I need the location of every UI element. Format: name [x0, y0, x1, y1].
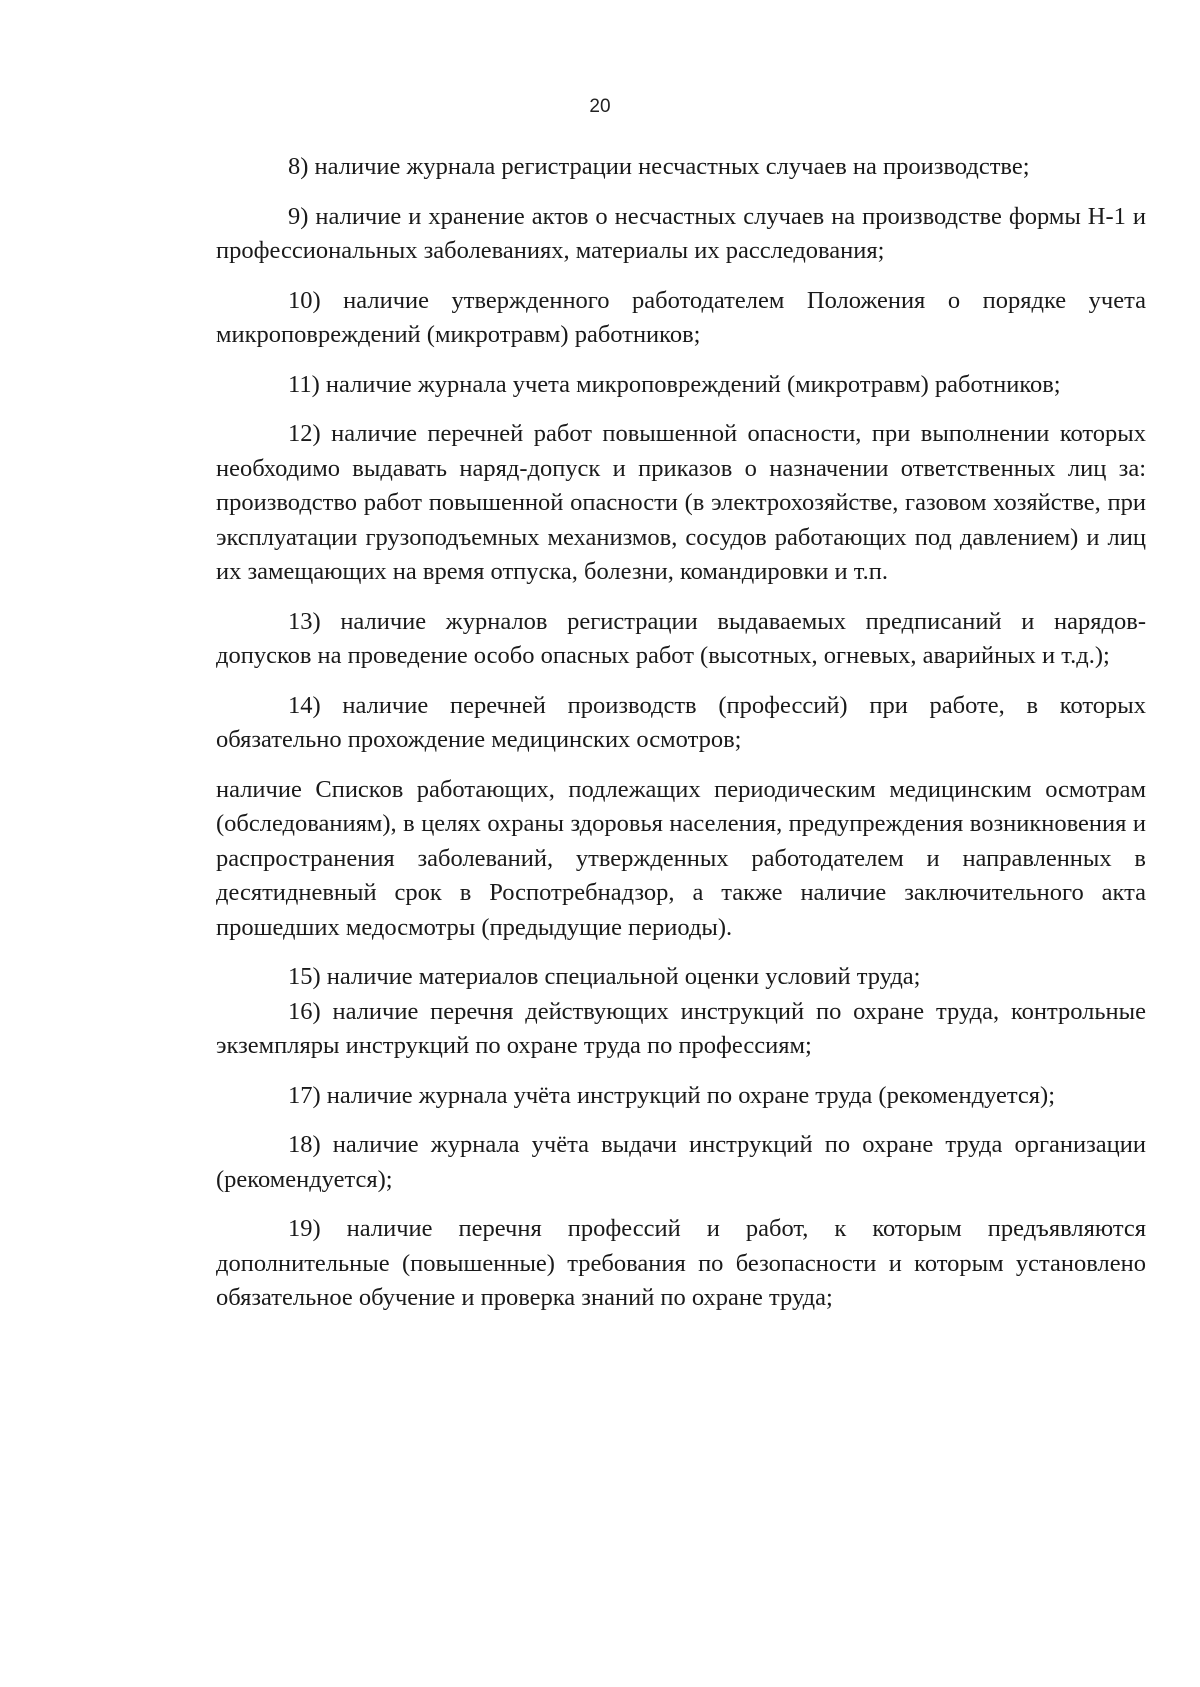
- list-item-10: 10) наличие утвержденного работодателем Положения о порядке учета микроповреждений (микротравм) работников;: [216, 286, 1146, 348]
- list-item-15: 15) наличие материалов специальной оценки условий труда;: [288, 963, 921, 990]
- document-body: [216, 150, 1146, 1316]
- paragraph-medical-lists: наличие Списков работающих, подлежащих периодическим медицинским осмотрам (обследованиям), в целях охраны здоровья населения, предупреждения возникновения и распространения заболеваний, утвержденных работодателем и направленных в десятидневный срок в Роспотребнадзор, а также наличие заключительного акта прошедших медосмотры (предыдущие периоды).: [216, 775, 1146, 941]
- list-item-11: 11) наличие журнала учета микроповреждений (микротравм) работников;: [288, 370, 1061, 398]
- list-item-13: 13) наличие журналов регистрации выдаваемых предписаний и нарядов-допусков на проведение особо опасных работ (высотных, огневых, аварийных и т.д.);: [216, 607, 1146, 669]
- page-number: 20: [589, 96, 611, 117]
- list-item-16: 16) наличие перечня действующих инструкций по охране труда, контрольные экземпляры инструкций по охране труда по профессиям;: [216, 997, 1146, 1059]
- list-item-12: 12) наличие перечней работ повышенной опасности, при выполнении которых необходимо выдавать наряд-допуск и приказов о назначении ответственных лиц за: производство работ повышенной опасности (в электрохозяйстве, газовом хозяйстве, при эксплуатации грузоподъемных механизмов, сосудов работающих под давлением) и лиц их замещающих на время отпуска, болезни, командировки и т.п.: [216, 420, 1146, 585]
- list-item-19: 19) наличие перечня профессий и работ, к которым предъявляются дополнительные (повышенные) требования по безопасности и которым установлено обязательное обучение и проверка знаний по охране труда;: [216, 1215, 1146, 1311]
- list-item-14: 14) наличие перечней производств (профессий) при работе, в которых обязательно прохождение медицинских осмотров;: [216, 691, 1146, 753]
- list-item-8: 8) наличие журнала регистрации несчастных случаев на производстве;: [288, 153, 1030, 180]
- list-item-9: 9) наличие и хранение актов о несчастных случаев на производстве формы Н-1 и профессиональных заболеваниях, материалы их расследования;: [216, 202, 1146, 264]
- list-item-18: 18) наличие журнала учёта выдачи инструкций по охране труда организации (рекомендуется);: [216, 1131, 1146, 1193]
- list-item-17: 17) наличие журнала учёта инструкций по охране труда (рекомендуется);: [288, 1081, 1056, 1109]
